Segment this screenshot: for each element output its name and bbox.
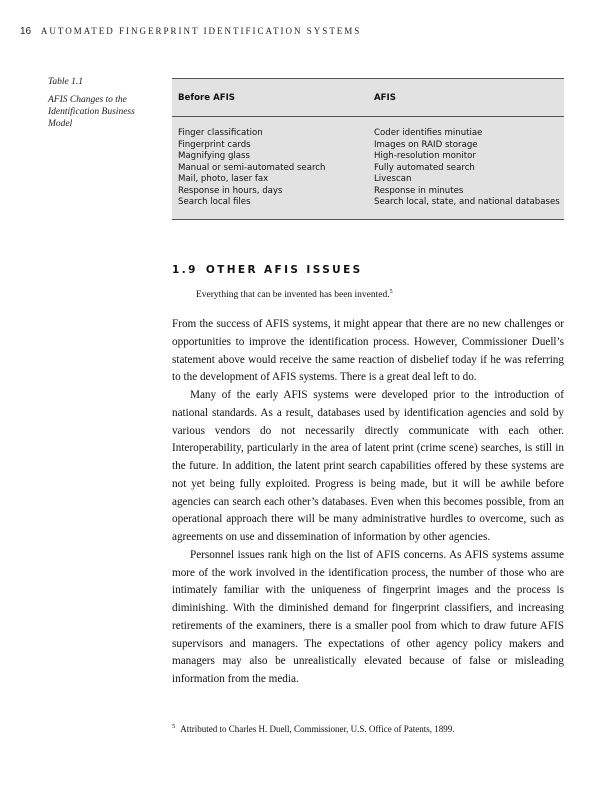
footnote-mark: 5 [172,723,176,730]
section-title: OTHER AFIS ISSUES [205,264,363,276]
body-text [172,316,564,689]
table-cell-after: Images on RAID storage [374,139,478,150]
epigraph [196,289,393,300]
page-number: 16 [20,26,32,37]
running-head-title: AUTOMATED FINGERPRINT IDENTIFICATION SYSTEMS [40,26,362,36]
epigraph-text: Everything that can be invented has been invented. [196,290,390,301]
table-cell-before: Response in hours, days [178,185,283,196]
table-header-afis: AFIS [374,93,396,103]
paragraph: Many of the early AFIS systems were developed prior to the introduction of national standards. As a result, databases used by identification agencies and sold by various vendors do not necessarily directly communicate with each other. Interoperability, particularly in the area of latent print (crime scene) searches, is still in the future. In addition, the latent print search capabilities offered by these systems are not yet being fully exploited. Progress is being made, but it will be awhile before agencies can search each other’s databases. Even when this becomes possible, from an operational approach there will be many administrative hurdles to overcome, such as agreements on use and dissemination of information by other agencies. [172,389,564,543]
table-cell-before: Fingerprint cards [178,139,251,150]
table-header-before-afis: Before AFIS [178,93,235,103]
table-body [172,117,564,219]
table-cell-after: Response in minutes [374,185,464,196]
table-row [178,163,564,175]
table-cell-before: Magnifying glass [178,151,251,161]
table-cell-before: Finger classification [178,128,263,138]
paragraph: From the success of AFIS systems, it might appear that there are no new challenges or opportunities to improve the identification process. However, Commissioner Duell’s statement above would receive the same reaction of disbelief today if he was referring to the development of AFIS systems. There is a great deal left to do. [172,318,564,384]
table-cell-after: Search local, state, and national databases [374,197,560,207]
running-head [20,26,600,37]
section-number: 1.9 [172,264,198,276]
table-caption [48,76,158,130]
section-heading [172,264,363,276]
table-cell-after: Coder identifies minutiae [374,128,483,138]
epigraph-footnote-mark: 5 [389,289,393,295]
footnote-text: Attributed to Charles H. Duell, Commissioner, U.S. Office of Patents, 1899. [180,724,455,734]
table-cell-after: High-resolution monitor [374,151,476,161]
paragraph: Personnel issues rank high on the list of AFIS concerns. As AFIS systems assume more of the work involved in the identification process, the number of those who are intimately familiar with the uniqueness of fingerprint images and the process is diminishing. With the diminished demand for fingerprint classifiers, and increasing retirements of the examiners, there is a smaller pool from which to draw future AFIS supervisors and managers. The expectations of other agency policy makers and managers may also be unrealistically elevated because of false or misleading information from the media. [172,548,564,685]
table-row [178,140,564,152]
table-row [178,128,564,140]
table-cell-before: Mail, photo, laser fax [178,174,269,184]
table-row [178,186,564,198]
table-row [178,174,564,186]
table-caption-text: AFIS Changes to the Identification Business Model [48,95,135,129]
table-header-row [172,79,564,117]
table-row [178,151,564,163]
afis-comparison-table [172,78,564,220]
table-cell-after: Livescan [374,174,412,184]
table-cell-before: Search local files [178,197,251,207]
footnote [172,723,572,734]
table-label: Table 1.1 [48,77,84,87]
table-row [178,197,564,209]
table-cell-before: Manual or semi-automated search [178,162,326,173]
table-cell-after: Fully automated search [374,162,475,173]
